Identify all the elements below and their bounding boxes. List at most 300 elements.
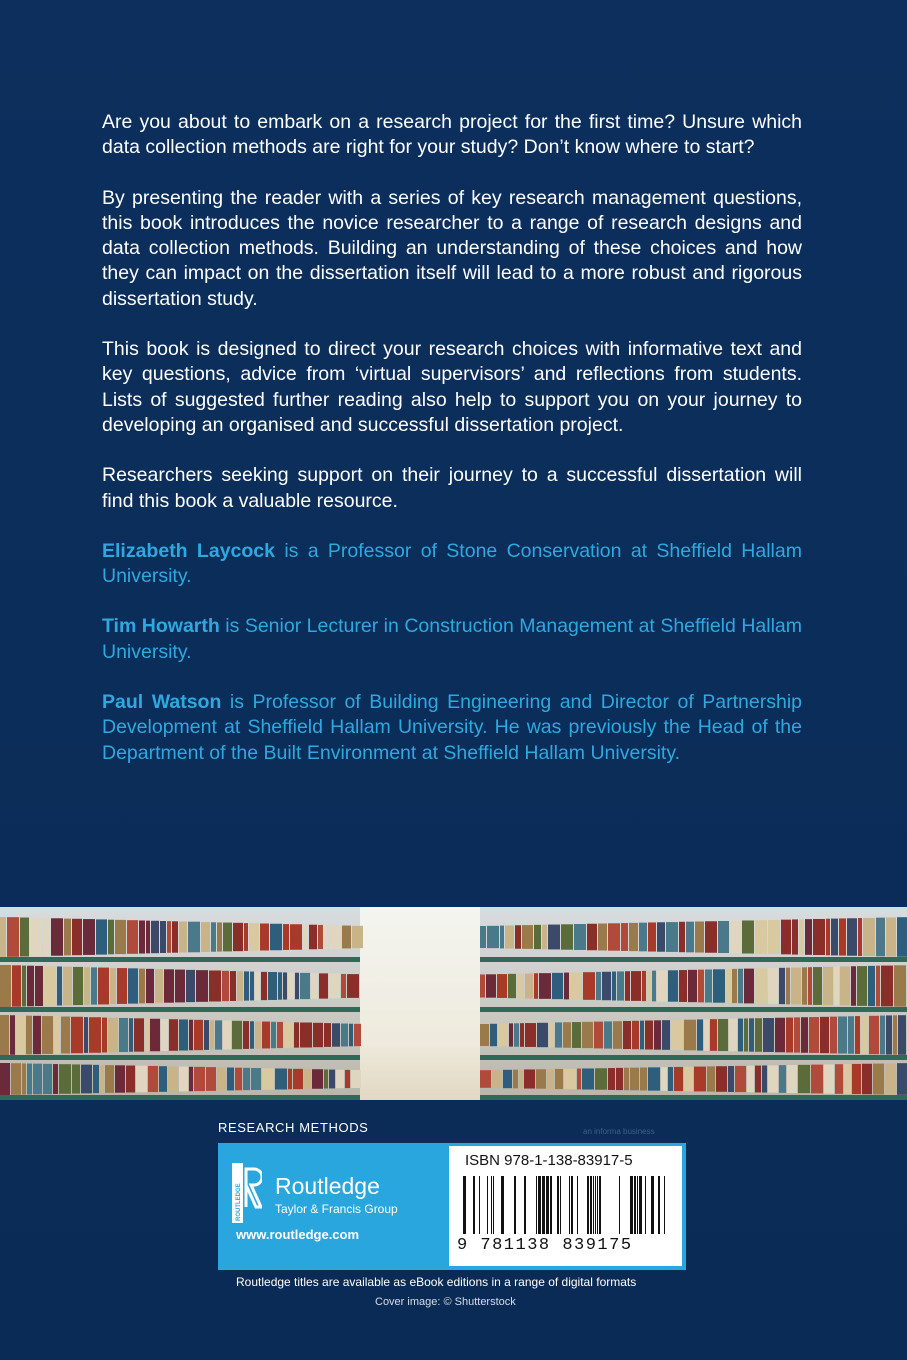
- book-spine: [108, 920, 114, 955]
- book-spine: [684, 1067, 693, 1091]
- book-spine: [332, 1023, 340, 1046]
- book-spine: [260, 924, 269, 951]
- book-spine: [792, 919, 798, 954]
- book-spine: [194, 1067, 205, 1091]
- book-spine: [869, 1016, 879, 1054]
- book-spine: [755, 1066, 761, 1093]
- book-spine: [22, 966, 26, 1007]
- book-spine: [84, 1017, 88, 1053]
- book-spine: [91, 967, 97, 1004]
- blurb-paragraph-2: By presenting the reader with a series of key research management questions, this book introduces the novice researcher to a range of research designs and data collection methods. Building an understanding of these choices and how they can impact on the dissertation itself will lead to a more robust and rigorous dissertation study.: [102, 186, 802, 310]
- barcode-bar: [630, 1176, 633, 1234]
- book-spine: [744, 969, 754, 1004]
- barcode-bar: [587, 1176, 589, 1234]
- book-spine: [33, 1064, 42, 1095]
- book-spine: [168, 1066, 178, 1091]
- book-spine: [217, 1067, 226, 1090]
- book-spine: [625, 971, 630, 1001]
- book-spine: [324, 1023, 331, 1047]
- book-spine: [640, 1021, 644, 1050]
- book-spine: [262, 1068, 274, 1090]
- book-spine: [222, 971, 229, 1001]
- book-spine: [570, 972, 582, 999]
- book-spine: [150, 1019, 160, 1052]
- book-spine: [857, 966, 867, 1006]
- book-spine: [262, 1022, 270, 1049]
- book-spine: [835, 1064, 843, 1094]
- book-spine: [639, 923, 647, 952]
- book-spine: [102, 1018, 107, 1053]
- book-spine: [172, 921, 178, 952]
- book-spine: [230, 971, 236, 1001]
- book-spine: [268, 972, 277, 1000]
- book-spine: [707, 1066, 715, 1091]
- barcode-bar: [639, 1176, 642, 1234]
- book-spine: [255, 1021, 261, 1048]
- book-spine: [7, 917, 19, 957]
- barcode-bar: [493, 1176, 494, 1234]
- book-spine: [679, 970, 687, 1002]
- book-spine: [237, 971, 243, 1001]
- book-spine: [648, 922, 656, 951]
- book-spine: [244, 971, 249, 1000]
- book-spine: [684, 1020, 696, 1051]
- book-spine: [110, 968, 116, 1004]
- barcode-bar: [595, 1176, 596, 1234]
- book-spine: [779, 968, 785, 1004]
- isbn-barcode: [449, 1146, 682, 1266]
- book-spine: [744, 1018, 748, 1051]
- book-spine: [632, 1021, 639, 1049]
- book-spine: [341, 974, 346, 998]
- book-spine: [98, 968, 109, 1005]
- book-spine: [587, 924, 597, 951]
- book-spine: [196, 970, 208, 1002]
- book-spine: [159, 1066, 167, 1092]
- book-spine: [876, 918, 885, 957]
- book-spine: [624, 1068, 629, 1090]
- book-spine: [500, 926, 504, 949]
- barcode-bar: [637, 1176, 638, 1234]
- book-spine: [848, 1016, 854, 1054]
- book-spine: [548, 925, 560, 950]
- book-spine: [897, 1063, 907, 1095]
- book-spine: [100, 1065, 104, 1093]
- book-spine: [768, 920, 780, 954]
- book-spine: [738, 969, 743, 1004]
- book-spine: [688, 970, 697, 1002]
- book-spine: [710, 1019, 717, 1051]
- barcode-bar: [487, 1176, 488, 1234]
- author-bio-text: is a Professor of Stone Conservation at Sheffield Hallam University.: [102, 539, 802, 588]
- bookshelves-illustration: [0, 907, 907, 1100]
- book-spine: [509, 1023, 513, 1046]
- barcode-bar: [599, 1176, 601, 1234]
- book-spine: [604, 1021, 612, 1048]
- author-bio-laycock: [102, 539, 802, 590]
- barcode-bar: [538, 1176, 541, 1234]
- barcode-bar: [479, 1176, 480, 1234]
- book-spine: [89, 1017, 101, 1053]
- barcode-bar: [491, 1176, 492, 1234]
- book-spine: [647, 971, 651, 1001]
- book-spine: [108, 1018, 118, 1053]
- book-spine: [128, 968, 138, 1003]
- author-bio-howarth: [102, 614, 802, 665]
- barcode-bar: [463, 1176, 466, 1234]
- book-spine: [876, 966, 880, 1007]
- book-spine: [534, 973, 538, 998]
- book-spine: [179, 1067, 188, 1092]
- book-spine: [61, 1017, 70, 1054]
- book-spine: [755, 968, 767, 1003]
- book-spine: [294, 1022, 299, 1047]
- book-spine: [686, 922, 694, 953]
- book-spine: [662, 1020, 670, 1050]
- library-shelves-image: [0, 907, 907, 1100]
- book-spine: [492, 1070, 502, 1088]
- book-spine: [211, 922, 216, 951]
- book-spine: [826, 919, 830, 956]
- book-spine: [175, 970, 185, 1003]
- book-spine: [787, 1065, 797, 1093]
- book-spine: [602, 972, 611, 1001]
- blurb-text: [102, 110, 802, 791]
- author-name: Tim Howarth: [102, 615, 220, 638]
- book-spine: [805, 919, 812, 955]
- book-spine: [105, 1065, 114, 1093]
- book-spine: [30, 918, 42, 957]
- book-spine: [775, 1018, 785, 1052]
- book-spine: [679, 922, 685, 952]
- book-spine: [352, 926, 363, 948]
- book-spine: [525, 973, 533, 998]
- book-spine: [726, 969, 731, 1003]
- book-spine: [312, 1069, 323, 1089]
- book-spine: [96, 919, 107, 954]
- book-spine: [498, 1024, 508, 1047]
- book-spine: [844, 1064, 851, 1094]
- author-bios: [102, 539, 802, 766]
- book-spine: [539, 973, 551, 999]
- shelf-plank: [0, 1055, 360, 1060]
- book-spine: [608, 1068, 615, 1090]
- barcode-bar: [560, 1176, 561, 1234]
- barcode-bar: [597, 1176, 598, 1234]
- book-spine: [20, 918, 29, 957]
- book-spine: [145, 1019, 149, 1052]
- book-spine: [217, 922, 222, 951]
- book-spine: [201, 922, 210, 952]
- book-spine: [44, 966, 56, 1006]
- book-spine: [57, 966, 62, 1005]
- book-spine: [718, 921, 729, 953]
- shelf-plank: [480, 1007, 907, 1012]
- book-spine: [139, 969, 145, 1004]
- imprint-note: an informa business: [583, 1127, 655, 1136]
- book-spine: [223, 923, 232, 952]
- book-spine: [851, 966, 856, 1006]
- book-spine: [661, 1067, 667, 1091]
- book-spine: [251, 1068, 261, 1090]
- book-spine: [119, 1018, 128, 1052]
- book-spine: [115, 1065, 125, 1092]
- book-spine: [704, 1019, 709, 1050]
- book-spine: [249, 923, 259, 951]
- book-spine: [648, 1067, 660, 1090]
- routledge-logo-icon: [232, 1163, 262, 1223]
- book-spine: [768, 968, 778, 1004]
- book-spine: [898, 1015, 906, 1055]
- book-spine: [808, 967, 812, 1005]
- book-spine: [0, 1015, 9, 1055]
- barcode-bar: [546, 1176, 549, 1234]
- book-spine: [517, 974, 524, 999]
- book-spine: [161, 1019, 168, 1051]
- publisher-group: Taylor & Francis Group: [275, 1202, 398, 1216]
- book-spine: [813, 967, 822, 1005]
- book-spine: [668, 970, 678, 1001]
- book-spine: [616, 1068, 623, 1090]
- book-spine: [564, 973, 569, 1000]
- book-spine: [794, 1017, 800, 1052]
- book-spine: [72, 1064, 80, 1093]
- book-spine: [730, 921, 741, 954]
- book-spine: [497, 974, 507, 998]
- book-spine: [755, 1018, 762, 1052]
- book-spine: [555, 1069, 563, 1089]
- book-spine: [0, 965, 11, 1007]
- book-spine: [515, 925, 521, 948]
- book-spine: [514, 1023, 519, 1046]
- book-spine: [697, 1019, 703, 1050]
- book-spine: [519, 1070, 523, 1089]
- book-spine: [215, 1020, 222, 1049]
- book-spine: [631, 971, 641, 1001]
- book-spine: [536, 1069, 546, 1088]
- book-spine: [26, 1016, 32, 1055]
- book-spine: [300, 1023, 312, 1048]
- shelf-plank: [0, 957, 360, 962]
- book-spine: [613, 1021, 622, 1049]
- book-spine: [179, 921, 187, 952]
- book-spine: [243, 1021, 249, 1049]
- book-spine: [755, 920, 767, 954]
- book-spine: [583, 972, 595, 1000]
- book-spine: [886, 1015, 892, 1054]
- ebook-note: Routledge titles are available as eBook editions in a range of digital formats: [236, 1275, 637, 1289]
- book-spine: [640, 1068, 647, 1091]
- book-spine: [309, 925, 317, 950]
- book-spine: [657, 971, 667, 1002]
- book-spine: [863, 918, 875, 956]
- book-spine: [303, 925, 308, 950]
- book-spine: [671, 1020, 683, 1050]
- book-spine: [188, 922, 200, 953]
- book-spine: [654, 1020, 661, 1049]
- book-spine: [630, 1068, 639, 1091]
- book-spine: [194, 1020, 203, 1050]
- book-spine: [549, 1023, 554, 1048]
- book-spine: [547, 1069, 554, 1089]
- book-spine: [146, 921, 150, 954]
- book-spine: [53, 1064, 58, 1094]
- book-spine: [596, 972, 601, 1000]
- barcode-bar: [645, 1176, 646, 1234]
- book-spine: [564, 1069, 576, 1089]
- publisher-box: [218, 1143, 686, 1270]
- author-bio-text: is Senior Lecturer in Construction Management at Sheffield Hallam University.: [102, 615, 803, 663]
- book-spine: [838, 1016, 847, 1053]
- book-spine: [799, 919, 804, 954]
- book-spine: [206, 1067, 216, 1091]
- book-spine: [43, 918, 50, 956]
- book-spine: [881, 966, 893, 1007]
- author-name: Paul Watson: [102, 691, 222, 714]
- book-spine: [10, 1015, 15, 1055]
- book-spine: [27, 1064, 32, 1095]
- publisher-url: www.routledge.com: [236, 1227, 360, 1242]
- book-spine: [329, 925, 341, 949]
- book-spine: [127, 920, 138, 954]
- barcode-bar: [569, 1176, 570, 1234]
- book-spine: [129, 1018, 133, 1052]
- book-spine: [861, 1016, 868, 1054]
- barcode-bar: [658, 1176, 660, 1234]
- book-spine: [186, 970, 195, 1002]
- book-spine: [786, 1018, 793, 1053]
- book-spine: [354, 1024, 361, 1046]
- book-spine: [204, 1020, 209, 1050]
- book-spine: [490, 1024, 497, 1046]
- book-spine: [63, 967, 72, 1006]
- book-spine: [577, 1069, 581, 1090]
- author-bio-watson: [102, 690, 802, 766]
- book-spine: [233, 923, 243, 951]
- book-spine: [623, 1021, 631, 1049]
- book-spine: [288, 1069, 292, 1089]
- book-spine: [349, 1024, 353, 1047]
- book-spine: [735, 1066, 746, 1092]
- book-spine: [608, 923, 620, 950]
- book-spine: [798, 1065, 810, 1093]
- book-spine: [880, 1016, 885, 1055]
- book-spine: [520, 1023, 524, 1047]
- book-spine: [486, 974, 496, 997]
- book-spine: [71, 1017, 83, 1053]
- barcode-bar: [590, 1176, 592, 1234]
- book-spine: [886, 917, 896, 956]
- routledge-vertical-mark: ROUTLEDGE: [236, 1183, 242, 1221]
- isbn-label: ISBN 978-1-138-83917-5: [465, 1152, 633, 1169]
- book-spine: [42, 1016, 53, 1054]
- book-spine: [290, 924, 302, 950]
- book-spine: [480, 974, 485, 997]
- book-spine: [820, 1017, 829, 1053]
- barcode-bar: [651, 1176, 654, 1234]
- barcode-bars: [463, 1176, 673, 1236]
- barcode-bar: [542, 1176, 545, 1234]
- book-spine: [11, 1063, 21, 1095]
- book-spine: [318, 925, 323, 949]
- book-spine: [885, 1063, 896, 1094]
- book-spine: [235, 1068, 242, 1091]
- book-spine: [642, 971, 646, 1001]
- book-spine: [537, 1023, 548, 1047]
- book-spine: [284, 1022, 293, 1048]
- book-spine: [146, 969, 154, 1003]
- book-spine: [324, 1069, 328, 1088]
- book-spine: [652, 971, 656, 1002]
- book-spine: [617, 971, 624, 1000]
- book-spine: [809, 1017, 819, 1053]
- book-spine: [768, 1065, 778, 1092]
- book-spine: [522, 925, 533, 949]
- book-spine: [83, 919, 95, 955]
- author-name: Elizabeth Laycock: [102, 539, 275, 562]
- book-spine: [574, 924, 586, 950]
- book-spine: [271, 1022, 276, 1048]
- book-spine: [261, 972, 267, 1000]
- book-spine: [897, 917, 907, 957]
- book-spine: [270, 924, 282, 951]
- book-spine: [300, 973, 310, 999]
- book-spine: [341, 1024, 348, 1047]
- book-spine: [12, 965, 21, 1006]
- book-spine: [855, 1016, 860, 1054]
- book-spine: [223, 1021, 231, 1050]
- book-spine: [612, 972, 616, 1001]
- book-spine: [117, 968, 127, 1004]
- barcode-bar: [514, 1176, 516, 1234]
- book-spine: [81, 1065, 92, 1094]
- book-spine: [179, 1019, 188, 1050]
- book-spine: [847, 918, 857, 955]
- book-spine: [93, 1065, 99, 1093]
- book-spine: [243, 1068, 250, 1090]
- book-spine: [167, 921, 171, 953]
- book-spine: [505, 925, 514, 948]
- book-spine: [64, 919, 71, 956]
- book-spine: [824, 1064, 834, 1093]
- book-spine: [115, 920, 126, 954]
- book-spine: [852, 1064, 861, 1094]
- book-spine: [275, 1069, 287, 1090]
- book-spine: [801, 1017, 808, 1053]
- book-spine: [59, 1064, 71, 1094]
- barcode-bar: [619, 1176, 620, 1234]
- book-spine: [542, 925, 547, 950]
- publisher-name: Routledge: [275, 1173, 380, 1199]
- book-spine: [839, 918, 846, 955]
- book-spine: [480, 926, 486, 948]
- book-spine: [189, 1020, 193, 1051]
- book-spine: [813, 919, 825, 955]
- blurb-paragraph-1: Are you about to embark on a research project for the first time? Unsure which data collection methods are right for your study? Don’t know where to start?: [102, 111, 802, 159]
- book-spine: [595, 1068, 607, 1089]
- book-spine: [508, 974, 516, 998]
- book-spine: [525, 1023, 536, 1047]
- book-spine: [858, 918, 862, 956]
- barcode-bar: [536, 1176, 537, 1234]
- book-spine: [27, 966, 34, 1007]
- book-spine: [705, 921, 717, 952]
- book-spine: [189, 1067, 193, 1091]
- book-spine: [823, 967, 833, 1005]
- book-spine: [84, 967, 90, 1005]
- book-spine: [288, 973, 294, 1000]
- book-spine: [54, 1016, 60, 1053]
